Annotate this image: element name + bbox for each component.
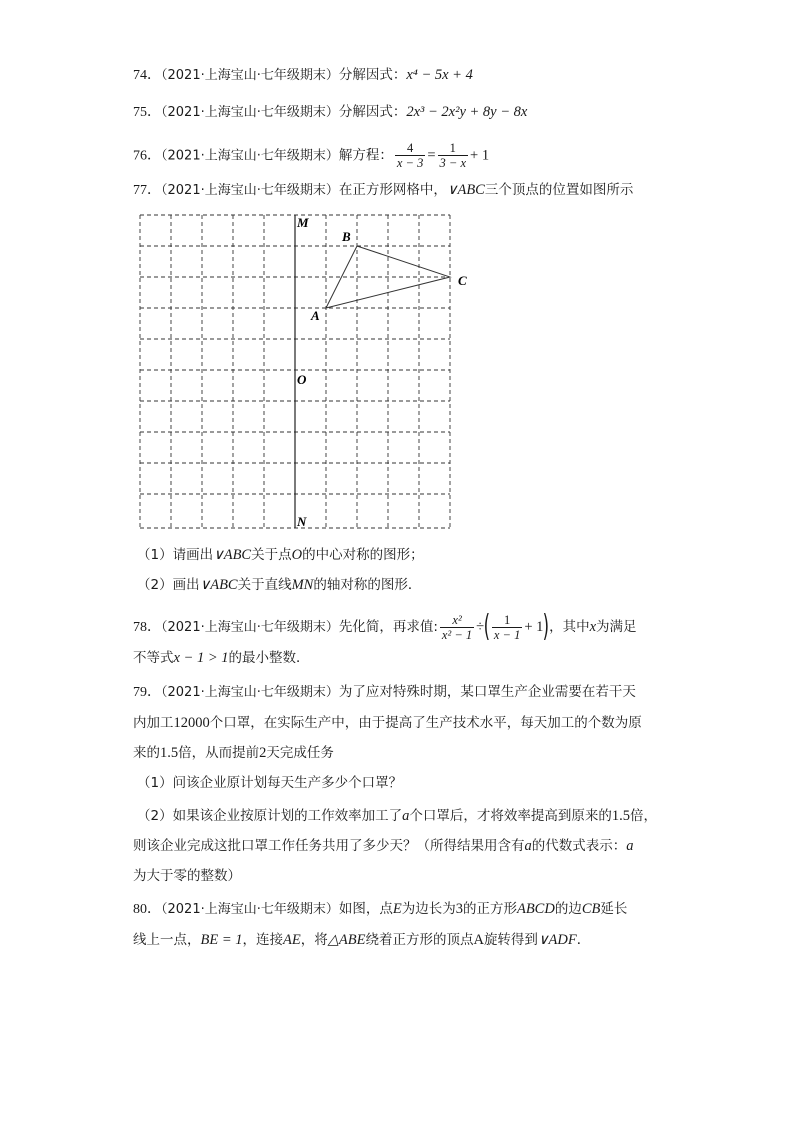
question-79-line-3: 来的1.5倍，从而提前2天完成任务 [133, 745, 334, 761]
question-79-sub-2-line-2: 则该企业完成这批口罩工作任务共用了多少天？（所得结果用含有a的代数式表示：a [133, 838, 634, 854]
question-79-line-2: 内加工12000个口罩，在实际生产中，由于提高了生产技术水平，每天加工的个数为原 [133, 715, 642, 731]
question-number: 76． [133, 148, 161, 164]
question-78: 78．（2021·上海宝山·七年级期末）先化简，再求值: $\frac{\text{x²}}{\text{x² − 1}}$ ÷( $\frac{1}{x - 1}$ + 1)，其中x为满足 [133, 609, 637, 644]
question-79-sub-2: （2）如果该企业按原计划的工作效率加工了a个口罩后，才将效率提高到原来的1.5倍， [137, 808, 657, 824]
label-b: B [342, 229, 351, 244]
math-expression: 2x³ − 2x²y + 8y − 8x [406, 104, 528, 120]
fraction-2: $\frac{1}{x - 1}$ [493, 612, 521, 642]
question-80-line-2: 线上一点，BE = 1，连接AE，将△ABE绕着正方形的顶点A旋转得到∨ADF． [133, 932, 591, 948]
question-text: 三个顶点的位置如图所示 [484, 182, 634, 198]
label-m: M [297, 215, 309, 230]
question-number: 80． [133, 902, 161, 917]
question-79: 79．（2021·上海宝山·七年级期末）为了应对特殊时期，某口罩生产企业需要在若干天 [133, 684, 636, 700]
question-77-sub-2: （2）画出∨ABC关于直线MN的轴对称的图形． [137, 577, 422, 593]
label-c: C [458, 273, 467, 288]
grid-figure [135, 210, 475, 535]
rhs-tail: + 1 [470, 147, 490, 164]
question-79-sub-1: （1）问该企业原计划每天生产多少个口罩？ [137, 775, 403, 791]
triangle-name: ∨ABC [446, 182, 485, 198]
question-source: （2021·上海宝山·七年级期末） [161, 685, 339, 700]
question-source: （2021·上海宝山·七年级期末） [161, 105, 339, 120]
math-expression: x⁴ − 5x + 4 [406, 67, 473, 83]
label-n: N [297, 514, 307, 529]
question-text: 分解因式： [338, 67, 407, 83]
question-text: 分解因式： [338, 104, 407, 120]
label-a: A [311, 308, 320, 323]
question-77 [133, 180, 633, 201]
question-number: 79． [133, 685, 161, 700]
question-77-sub-1: （1）请画出∨ABC关于点O的中心对称的图形； [137, 547, 424, 563]
question-text: 解方程： [338, 147, 393, 164]
question-76 [133, 141, 489, 170]
question-number: 74． [133, 68, 161, 83]
label-o: O [297, 372, 307, 387]
fraction-rhs: $\frac{1}{3 - x}$ [439, 141, 467, 170]
equals-sign: = [427, 147, 436, 164]
question-source: （2021·上海宝山·七年级期末） [161, 620, 339, 635]
fraction-lhs: $\frac{4}{x - 3}$ [396, 141, 424, 170]
question-source: （2021·上海宝山·七年级期末） [161, 68, 339, 83]
question-75 [133, 102, 527, 123]
question-78-line-2: 不等式x − 1 > 1的最小整数． [133, 650, 310, 666]
question-text: 在正方形网格中， [338, 182, 447, 198]
question-number: 78． [133, 620, 161, 635]
question-number: 77． [133, 183, 161, 198]
question-source: （2021·上海宝山·七年级期末） [161, 148, 339, 164]
question-source: （2021·上海宝山·七年级期末） [161, 183, 339, 198]
question-80: 80．（2021·上海宝山·七年级期末）如图，点E为边长为3的正方形ABCD的边CB延长 [133, 901, 628, 917]
question-79-sub-2-line-3: 为大于零的整数） [133, 868, 241, 884]
question-source: （2021·上海宝山·七年级期末） [161, 902, 339, 917]
question-number: 75． [133, 105, 161, 120]
fraction-1: $\frac{\text{x²}}{\text{x² − 1}}$ [441, 612, 473, 642]
question-74 [133, 65, 473, 86]
